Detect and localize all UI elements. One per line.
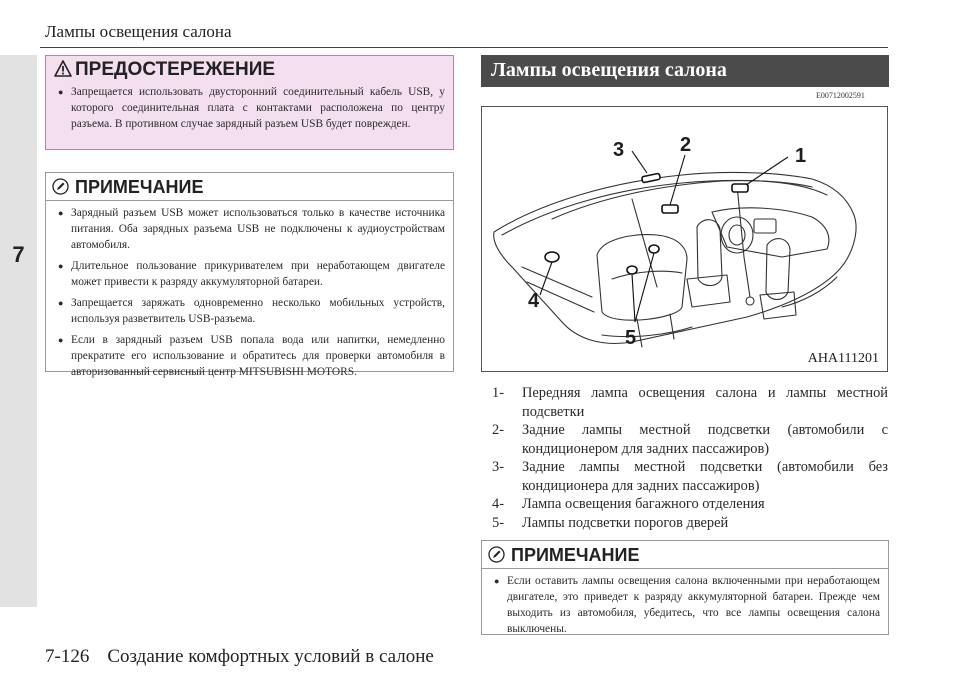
- note-item: ● Если оставить лампы освещения салона включенными при неработающем двигателе, это приведет к разряду аккумуляторной батареи. Прежде чем выходить из автомобиля, убедитесь, что все лампы освещения салона выключены.: [494, 573, 880, 637]
- page-number: 7-126: [45, 646, 90, 667]
- lamp-item-list: [492, 384, 888, 532]
- chapter-number: 7: [12, 242, 25, 267]
- item-number: 1-: [492, 385, 504, 401]
- list-item: [492, 384, 888, 421]
- page-footer: [45, 646, 434, 668]
- chapter-sidebar: [0, 55, 37, 607]
- item-number: 3-: [492, 459, 504, 475]
- note-heading-text: ПРИМЕЧАНИЕ: [75, 177, 204, 197]
- note-heading: [52, 177, 203, 198]
- list-item: [492, 495, 888, 514]
- lamp-marker-5b: [649, 245, 659, 253]
- item-number: 4-: [492, 496, 504, 512]
- callout-label-2: 2: [680, 134, 692, 156]
- lamp-marker-5a: [627, 266, 637, 274]
- section-title: Лампы освещения салона: [491, 59, 727, 81]
- pencil-icon: [488, 546, 505, 563]
- footer-section-title: Создание комфортных условий в салоне: [107, 646, 434, 667]
- note-list: [494, 573, 880, 642]
- item-number: 5-: [492, 514, 504, 531]
- callout-label-3: 3: [613, 139, 625, 161]
- item-text: Задние лампы местной подсветки (автомобили с кондиционером для задних пассажиров): [522, 422, 888, 457]
- callout-label-5: 5: [625, 327, 637, 349]
- header-divider: [40, 47, 888, 48]
- note-heading: [488, 545, 639, 566]
- warning-triangle-icon: [54, 60, 72, 77]
- lamp-marker-2: [662, 205, 678, 213]
- warning-box: [45, 55, 454, 150]
- warning-heading: [54, 59, 275, 81]
- note-box-left: [45, 172, 454, 378]
- list-item: [492, 421, 888, 458]
- note-box-right: [481, 540, 889, 635]
- lamp-marker-1: [732, 184, 748, 192]
- note-item: ● Зарядный разъем USB может использоваться только в качестве источника питания. Оба зарядных разъема USB не подключены к аудиоустройствам автомобиля.: [58, 205, 445, 253]
- note-heading-text: ПРИМЕЧАНИЕ: [511, 545, 640, 565]
- note-list: [58, 205, 445, 385]
- note-item: ● Если в зарядный разъем USB попала вода или напитки, немедленно прекратите его использование и обратитесь для проверки автомобиля в авторизованный сервисный центр MITSUBISHI MOTORS.: [58, 332, 445, 380]
- interior-lamps-figure: [481, 106, 888, 372]
- lamp-marker-3: [642, 173, 661, 183]
- callout-label-1: 1: [795, 145, 807, 167]
- figure-code: AHA111201: [807, 351, 879, 366]
- note-item: ● Запрещается заряжать одновременно несколько мобильных устройств, используя разветвитель USB-разъема.: [58, 295, 445, 327]
- note-divider: [46, 200, 453, 201]
- item-text: Передняя лампа освещения салона и лампы местной подсветки: [522, 385, 888, 420]
- list-item: [492, 458, 888, 495]
- callout-label-4: 4: [528, 290, 540, 312]
- warning-item: ● Запрещается использовать двусторонний соединительный кабель USB, у которого соединительная плата с контактами расположена по центру разъема. В противном случае зарядный разъем USB будет поврежден.: [58, 84, 445, 132]
- item-text: Лампы подсветки порогов дверей: [522, 514, 729, 531]
- list-item: [492, 514, 888, 533]
- warning-list: [58, 84, 445, 137]
- lamp-marker-4: [545, 252, 559, 262]
- note-divider: [482, 568, 888, 569]
- warning-heading-text: ПРЕДОСТЕРЕЖЕНИЕ: [75, 59, 276, 80]
- note-item: ● Длительное пользование прикуривателем при неработающем двигателе может привести к разряду аккумуляторной батареи.: [58, 258, 445, 290]
- section-title-bar: [481, 55, 889, 87]
- section-code: E00712002591: [816, 91, 865, 100]
- item-text: Лампа освещения багажного отделения: [522, 496, 765, 512]
- item-number: 2-: [492, 422, 504, 438]
- item-text: Задние лампы местной подсветки (автомобили без кондиционера для задних пассажиров): [522, 459, 888, 494]
- pencil-icon: [52, 178, 69, 195]
- page-header-title: Лампы освещения салона: [45, 22, 232, 41]
